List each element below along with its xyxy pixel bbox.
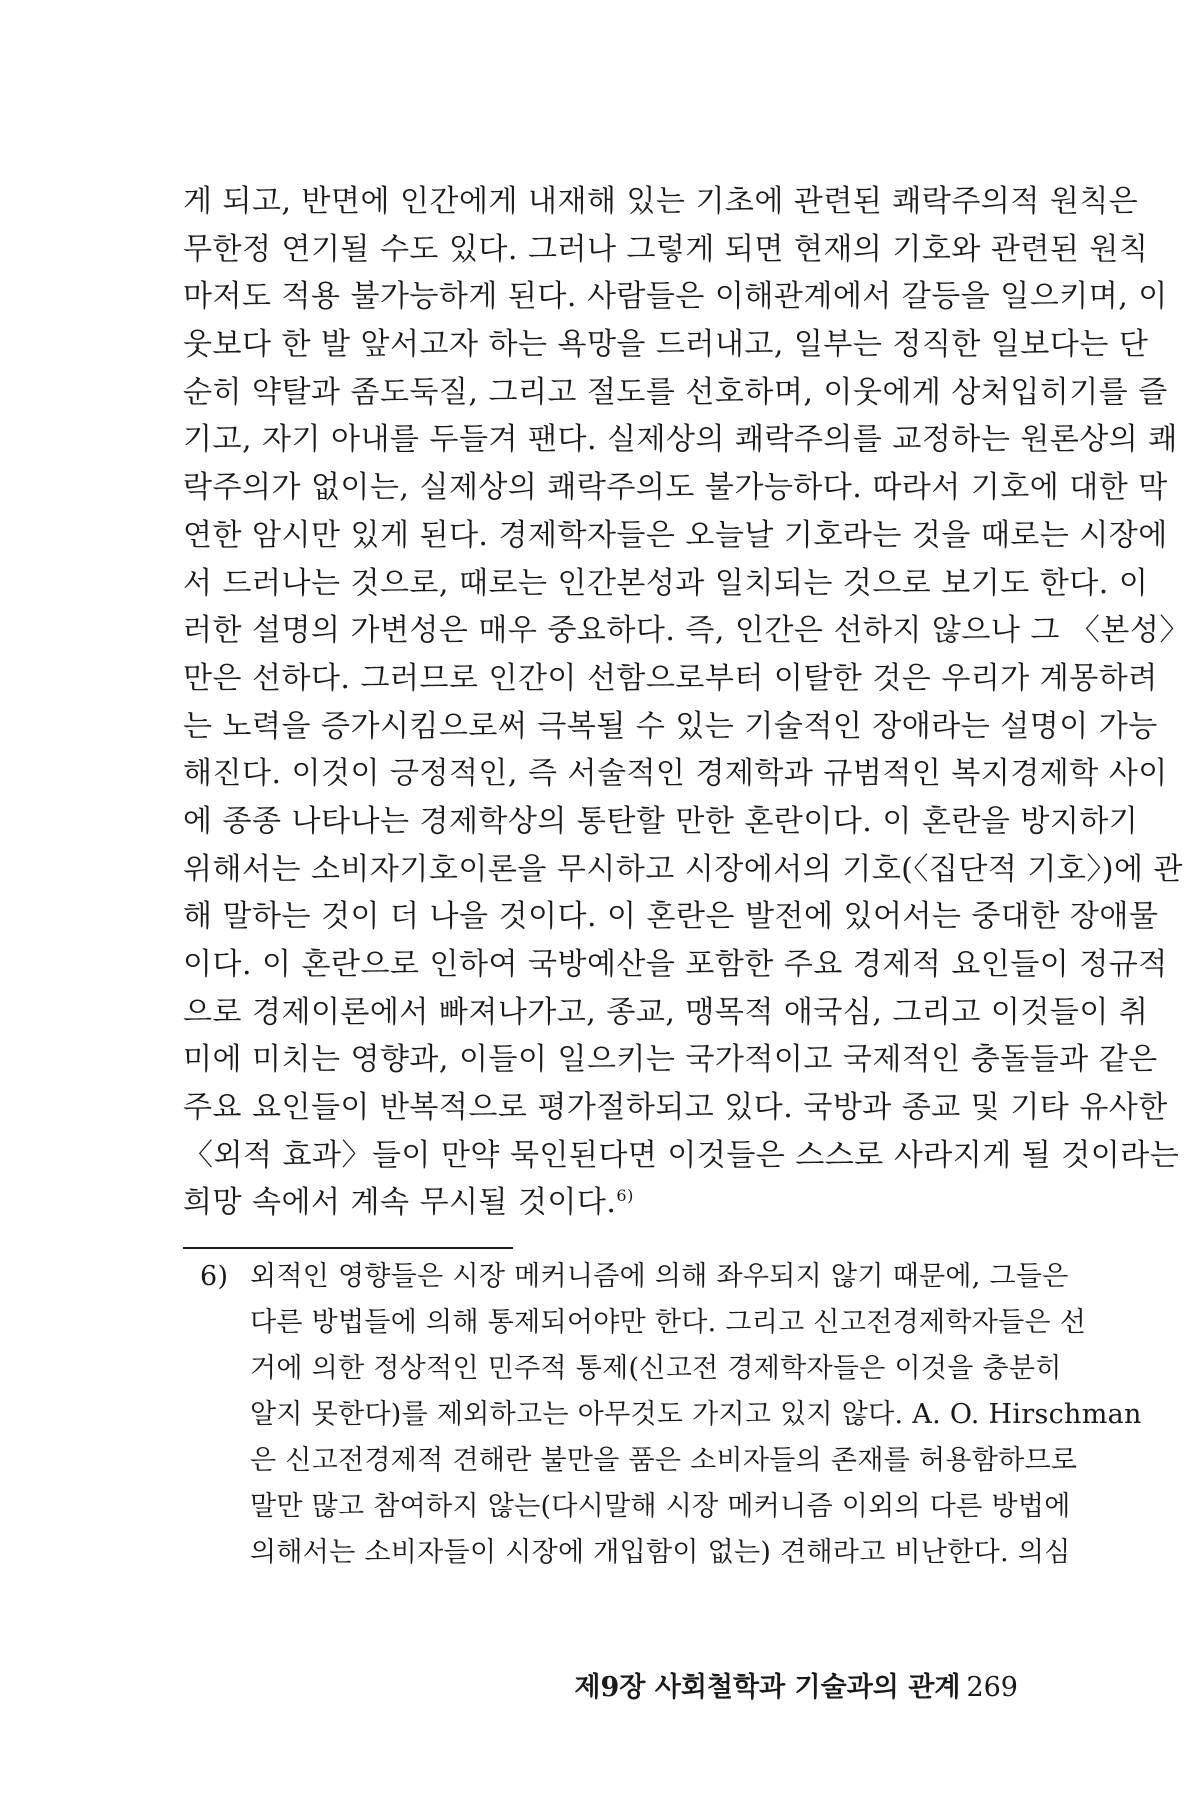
footnote-text: 알지 못한다)를 제외하고는 아무것도 가지고 있지 않다. A. O. Hirschman <box>250 1399 1142 1430</box>
body-line: 마저도 적용 불가능하게 된다. 사람들은 이해관계에서 갈등을 일으키며, 이 <box>183 279 1168 315</box>
body-line: 해진다. 이것이 긍정적인, 즉 서술적인 경제학과 규범적인 복지경제학 사이 <box>183 756 1168 792</box>
footnote-number: 6) <box>200 1261 229 1292</box>
body-line-text: 희망 속에서 계속 무시될 것이다. <box>183 1185 617 1221</box>
body-line: 무한정 연기될 수도 있다. 그러나 그렇게 되면 현재의 기호와 관련된 원칙 <box>183 231 1149 267</box>
body-line: 이다. 이 혼란으로 인하여 국방예산을 포함한 주요 경제적 요인들이 정규적 <box>183 947 1168 982</box>
footnote-text: 은 신고전경제적 견해란 불만을 품은 소비자들의 존재를 허용함하므로 <box>250 1445 1078 1476</box>
footnote-text: 외적인 영향들은 시장 메커니즘에 의해 좌우되지 않기 때문에, 그들은 <box>250 1261 1069 1292</box>
footnote-line <box>200 1392 1142 1438</box>
footnote-line <box>200 1346 1062 1392</box>
body-line: 게 되고, 반면에 인간에게 내재해 있는 기초에 관련된 쾌락주의적 원칙은 <box>183 184 1139 219</box>
footnote-divider <box>183 1247 513 1249</box>
body-line: 〈외적 효과〉들이 만약 묵인된다면 이것들은 스스로 사라지게 될 것이라는 <box>183 1137 1180 1173</box>
footnote-line <box>200 1484 1071 1530</box>
body-line: 에 종종 나타나는 경제학상의 통탄할 만한 혼란이다. 이 혼란을 방지하기 <box>183 803 1139 839</box>
footnote-text: 의해서는 소비자들이 시장에 개입함이 없는) 견해라고 비난한다. 의심 <box>250 1537 1071 1568</box>
footnote-text: 다른 방법들에 의해 통제되어야만 한다. 그리고 신고전경제학자들은 선 <box>250 1307 1087 1338</box>
footnote-line <box>200 1438 1078 1484</box>
body-line: 으로 경제이론에서 빠져나가고, 종교, 맹목적 애국심, 그리고 이것들이 취 <box>183 994 1149 1030</box>
footnote-line <box>200 1530 1071 1576</box>
body-line: 주요 요인들이 반복적으로 평가절하되고 있다. 국방과 종교 및 기타 유사한 <box>183 1090 1168 1126</box>
body-line: 만은 선하다. 그러므로 인간이 선함으로부터 이탈한 것은 우리가 계몽하려 <box>183 660 1158 696</box>
body-line: 락주의가 없이는, 실제상의 쾌락주의도 불가능하다. 따라서 기호에 대한 막 <box>183 470 1168 506</box>
body-line: 러한 설명의 가변성은 매우 중요하다. 즉, 인간은 선하지 않으나 그 〈본성〉 <box>183 613 1190 649</box>
body-line: 미에 미치는 영향과, 이들이 일으키는 국가적이고 국제적인 충돌들과 같은 <box>183 1042 1158 1078</box>
body-line: 해 말하는 것이 더 나을 것이다. 이 혼란은 발전에 있어서는 중대한 장애물 <box>183 899 1159 935</box>
footnote-line <box>200 1300 1087 1346</box>
footnote-reference[interactable]: 6) <box>616 1186 634 1206</box>
body-line: 는 노력을 증가시킴으로써 극복될 수 있는 기술적인 장애라는 설명이 가능 <box>183 708 1158 744</box>
body-line: 기고, 자기 아내를 두들겨 팬다. 실제상의 쾌락주의를 교정하는 원론상의 쾌 <box>183 422 1178 458</box>
page-number: 269 <box>966 1672 1018 1703</box>
body-line: 순히 약탈과 좀도둑질, 그리고 절도를 선호하며, 이웃에게 상처입히기를 즐 <box>183 374 1168 410</box>
footnote-line <box>200 1254 1069 1300</box>
body-line-last <box>183 1179 1023 1227</box>
footnote-text: 거에 의한 정상적인 민주적 통제(신고전 경제학자들은 이것을 충분히 <box>250 1353 1062 1384</box>
running-footer <box>574 1665 1018 1704</box>
body-line: 웃보다 한 발 앞서고자 하는 욕망을 드러내고, 일부는 정직한 일보다는 단 <box>183 327 1149 363</box>
footnote <box>200 1254 1142 1576</box>
footnote-text: 말만 많고 참여하지 않는(다시말해 시장 메커니즘 이외의 다른 방법에 <box>250 1491 1071 1522</box>
chapter-title: 제9장 사회철학과 기술과의 관계 <box>574 1672 961 1703</box>
body-line: 연한 암시만 있게 된다. 경제학자들은 오늘날 기호라는 것을 때로는 시장에 <box>183 517 1168 553</box>
body-line: 서 드러나는 것으로, 때로는 인간본성과 일치되는 것으로 보기도 한다. 이 <box>183 565 1149 601</box>
body-text <box>183 178 1190 1227</box>
body-line: 위해서는 소비자기호이론을 무시하고 시장에서의 기호(〈집단적 기호〉)에 관 <box>183 851 1184 887</box>
